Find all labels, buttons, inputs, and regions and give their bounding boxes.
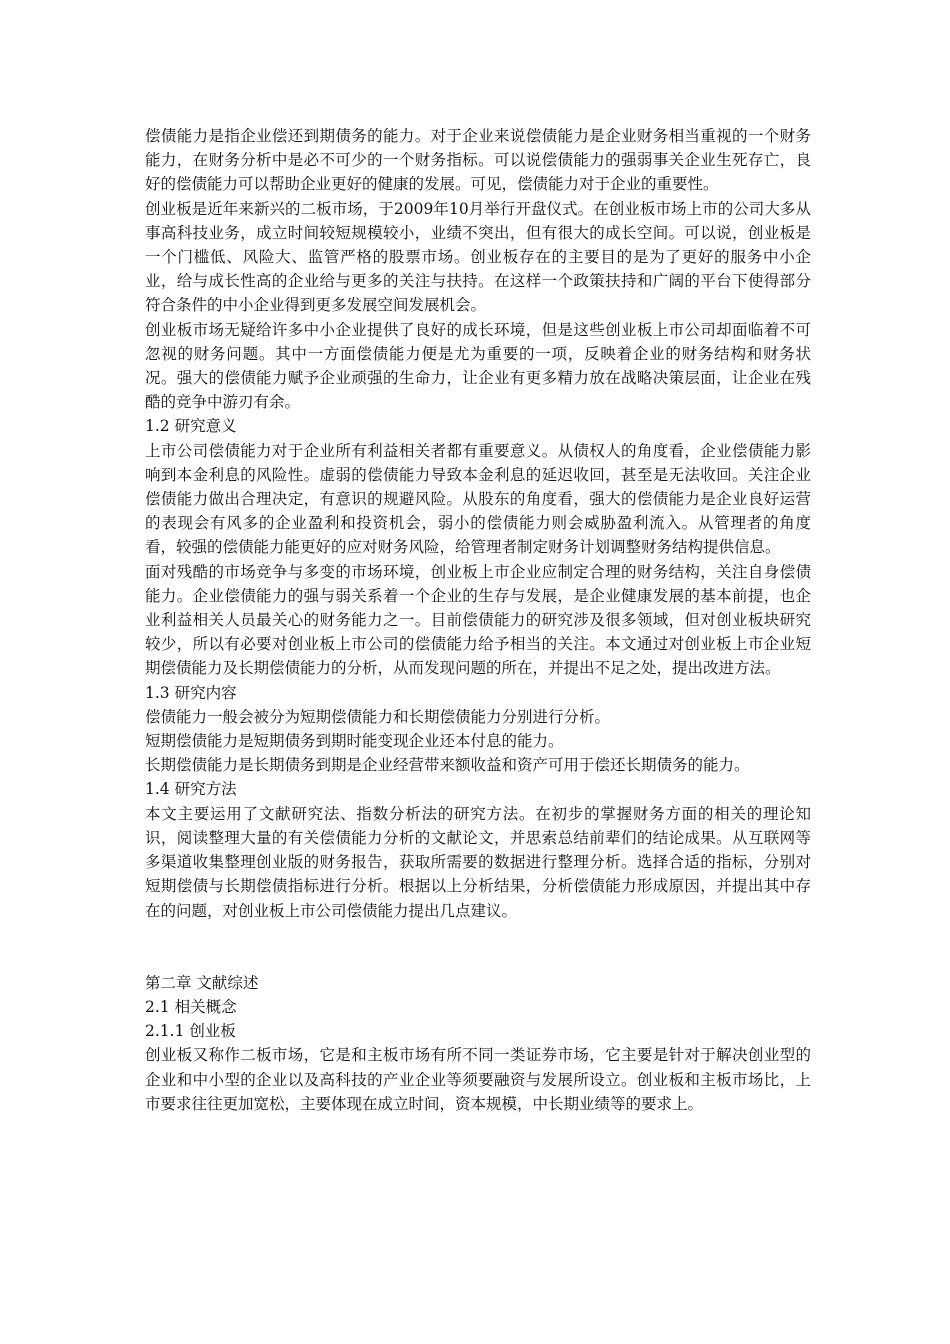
gem-definition-paragraph: 创业板又称作二板市场，它是和主板市场有所不同一类证券市场，它主要是针对于解决创业型的企业和中小型的企业以及高科技的产业企业等须要融资与发展所设立。创业板和主板市场比，上市要求往往更加宽松，主要体现在成立时间，资本规模，中长期业绩等的要求上。 xyxy=(145,1046,811,1113)
content-paragraph-2: 短期偿债能力是短期债务到期时能变现企业还本付息的能力。 xyxy=(145,732,564,751)
content-paragraph-1: 偿债能力一般会被分为短期偿债能力和长期偿债能力分别进行分析。 xyxy=(145,707,611,726)
method-paragraph-1: 本文主要运用了文献研究法、指数分析法的研究方法。在初步的掌握财务方面的相关的理论知识，阅读整理大量的有关偿债能力分析的文献论文，并思索总结前辈们的结论成果。从互联网等多渠道收集整理创业版的财务报告，获取所需要的数据进行整理分析。选择合适的指标，分别对短期偿债与长期偿债指标进行分析。根据以上分析结果，分析偿债能力形成原因，并提出其中存在的问题，对创业板上市公司偿债能力提出几点建议。 xyxy=(145,804,811,920)
chapter-heading-2: 第二章 文献综述 xyxy=(145,973,259,992)
document-page xyxy=(145,124,811,1116)
section-heading-2-1: 2.1 相关概念 xyxy=(145,997,237,1016)
chapter-spacer xyxy=(145,923,811,971)
section-heading-1-2: 1.2 研究意义 xyxy=(145,417,237,436)
section-heading-1-3: 1.3 研究内容 xyxy=(145,683,237,702)
section-heading-1-4: 1.4 研究方法 xyxy=(145,780,237,799)
intro-paragraph-3: 创业板市场无疑给许多中小企业提供了良好的成长环境，但是这些创业板上市公司却面临着不可忽视的财务问题。其中一方面偿债能力便是尤为重要的一项，反映着企业的财务结构和财务状况。强大的偿债能力赋予企业顽强的生命力，让企业有更多精力放在战略决策层面，让企业在残酷的竞争中游刃有余。 xyxy=(145,320,811,412)
intro-paragraph-1: 偿债能力是指企业偿还到期债务的能力。对于企业来说偿债能力是企业财务相当重视的一个财务能力，在财务分析中是必不可少的一个财务指标。可以说偿债能力的强弱事关企业生死存亡，良好的偿债能力可以帮助企业更好的健康的发展。可见，偿债能力对于企业的重要性。 xyxy=(145,127,811,194)
significance-paragraph-2: 面对残酷的市场竞争与多变的市场环境，创业板上市企业应制定合理的财务结构，关注自身偿债能力。企业偿债能力的强与弱关系着一个企业的生存与发展，是企业健康发展的基本前提，也企业利益相关人员最关心的财务能力之一。目前偿债能力的研究涉及很多领域，但对创业板块研究较少，所以有必要对创业板上市公司的偿债能力给予相当的关注。本文通过对创业板上市企业短期偿债能力及长期偿债能力的分析，从而发现问题的所在，并提出不足之处，提出改进方法。 xyxy=(145,562,811,678)
section-heading-2-1-1: 2.1.1 创业板 xyxy=(145,1022,236,1041)
significance-paragraph-1: 上市公司偿债能力对于企业所有利益相关者都有重要意义。从债权人的角度看，企业偿债能力影响到本金利息的风险性。虚弱的偿债能力导致本金利息的延迟收回，甚至是无法收回。关注企业偿债能力做出合理决定，有意识的规避风险。从股东的角度看，强大的偿债能力是企业良好运营的表现会有风多的企业盈利和投资机会，弱小的偿债能力则会威胁盈利流入。从管理者的角度看，较强的偿债能力能更好的应对财务风险，给管理者制定财务计划调整财务结构提供信息。 xyxy=(145,441,811,557)
content-paragraph-3: 长期偿债能力是长期债务到期是企业经营带来额收益和资产可用于偿还长期债务的能力。 xyxy=(145,756,750,775)
intro-paragraph-2: 创业板是近年来新兴的二板市场，于2009年10月举行开盘仪式。在创业板市场上市的公司大多从事高科技业务，成立时间较短规模较小，业绩不突出，但有很大的成长空间。可以说，创业板是一个门槛低、风险大、监管严格的股票市场。创业板存在的主要目的是为了更好的服务中小企业，给与成长性高的企业给与更多的关注与扶持。在这样一个政策扶持和广阔的平台下使得部分符合条件的中小企业得到更多发展空间发展机会。 xyxy=(145,199,811,315)
